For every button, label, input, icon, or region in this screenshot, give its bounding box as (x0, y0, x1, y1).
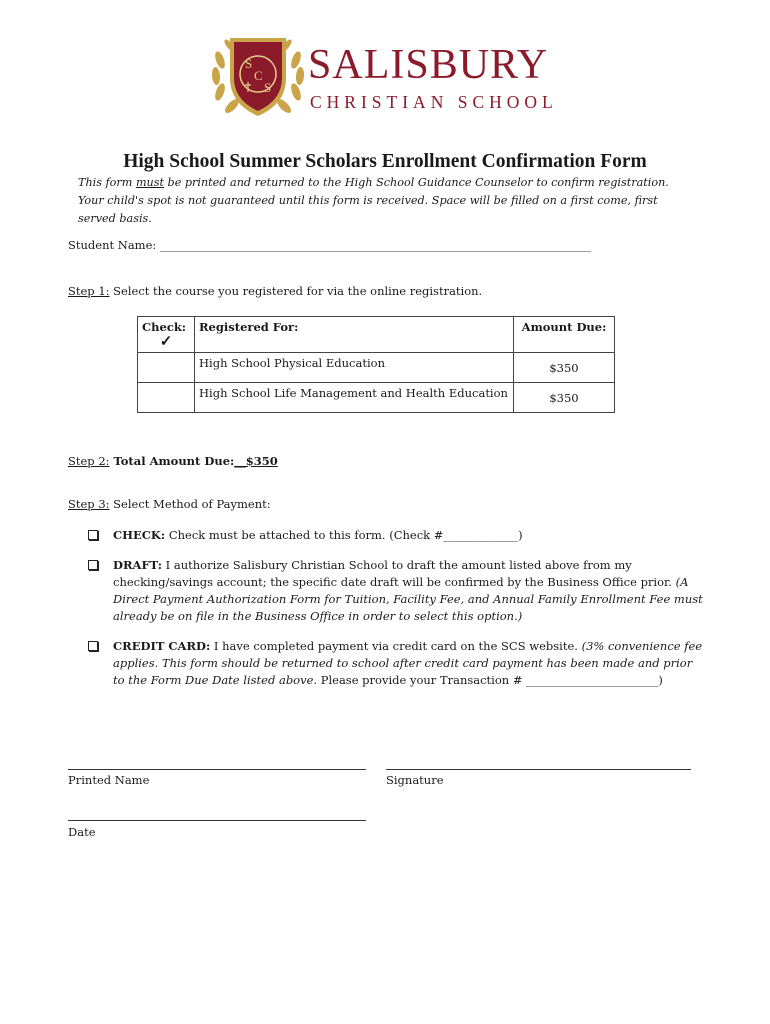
date-label: Date (68, 825, 96, 839)
course-table (137, 316, 615, 413)
step-3-text: Select Method of Payment: (109, 497, 271, 511)
check-cell-lm[interactable] (138, 383, 195, 413)
check-header-label: Check: (142, 320, 187, 334)
svg-text:S: S (264, 80, 272, 95)
check-header (138, 317, 195, 353)
course-amount: $350 (514, 383, 615, 413)
draft-option-title: DRAFT: (113, 558, 163, 572)
credit-option-title: CREDIT CARD: (113, 639, 211, 653)
student-name-blank[interactable]: ___________________________________________________________________________ (159, 238, 592, 252)
payment-option-credit[interactable] (88, 638, 703, 689)
credit-option-transaction: . Please provide your Transaction # _______________________) (313, 673, 663, 687)
check-option-title: CHECK: (113, 528, 166, 542)
school-name: SALISBURY (308, 42, 549, 88)
intro-text-2: be printed and returned to the High School Guidance Counselor to confirm registration. Your child's spot is not guaranteed until this form is received. Space will be filled on a first come, first served basis. (78, 176, 669, 225)
form-intro (78, 174, 698, 228)
step-1-label: Step 1: (68, 284, 110, 298)
credit-option-note: (3% convenience fee applies. This form should be returned to school after credit card payment has been made and prior to the Form Due Date listed above (113, 639, 703, 687)
payment-option-draft[interactable] (88, 557, 703, 625)
printed-name-label: Printed Name (68, 773, 150, 787)
payment-option-check[interactable] (88, 527, 703, 544)
step-2-label: Step 2: (68, 454, 110, 468)
course-name: High School Physical Education (195, 353, 514, 383)
check-option-text: Check must be attached to this form. (Check #_____________) (165, 528, 523, 542)
svg-text:S: S (245, 56, 253, 71)
svg-text:C: C (254, 68, 263, 83)
amount-header: Amount Due: (514, 317, 615, 353)
date-line[interactable] (68, 820, 366, 821)
step-1-text: Select the course you registered for via the online registration. (109, 284, 483, 298)
draft-option-checkbox[interactable] (88, 560, 98, 570)
check-cell-pe[interactable] (138, 353, 195, 383)
table-row (138, 383, 615, 413)
credit-option-text: I have completed payment via credit card on the SCS website. (210, 639, 582, 653)
intro-must: must (135, 176, 164, 189)
step-3-label: Step 3: (68, 497, 110, 511)
form-title: High School Summer Scholars Enrollment Confirmation Form (123, 151, 647, 172)
course-name: High School Life Management and Health Education (195, 383, 514, 413)
school-crest-icon (208, 30, 308, 122)
checkmark-icon: ✓ (159, 332, 173, 350)
signature-line[interactable] (386, 769, 691, 770)
draft-option-note: (A Direct Payment Authorization Form for Tuition, Facility Fee, and Annual Family Enrollment Fee must already be on file in the Business Office in order to select this option.) (113, 575, 703, 623)
total-amount-value: __$350 (234, 454, 278, 468)
step-2 (68, 454, 278, 468)
step-1 (68, 284, 482, 298)
course-amount: $350 (514, 353, 615, 383)
printed-name-line[interactable] (68, 769, 366, 770)
credit-option-checkbox[interactable] (88, 641, 98, 651)
table-row (138, 353, 615, 383)
registered-header: Registered For: (195, 317, 514, 353)
school-logo (208, 30, 568, 122)
student-name-label: Student Name: (68, 238, 157, 252)
step-3 (68, 497, 271, 511)
signature-label: Signature (386, 773, 444, 787)
total-amount-label: Total Amount Due: (109, 454, 235, 468)
student-name-field[interactable] (68, 238, 591, 252)
draft-option-text: I authorize Salisbury Christian School to draft the amount listed above from my checking/savings account; the specific date draft will be confirmed by the Business Office prior. (113, 558, 676, 589)
school-subtitle: CHRISTIAN SCHOOL (310, 92, 558, 112)
check-option-checkbox[interactable] (88, 530, 98, 540)
intro-text-1: This form (78, 176, 136, 189)
